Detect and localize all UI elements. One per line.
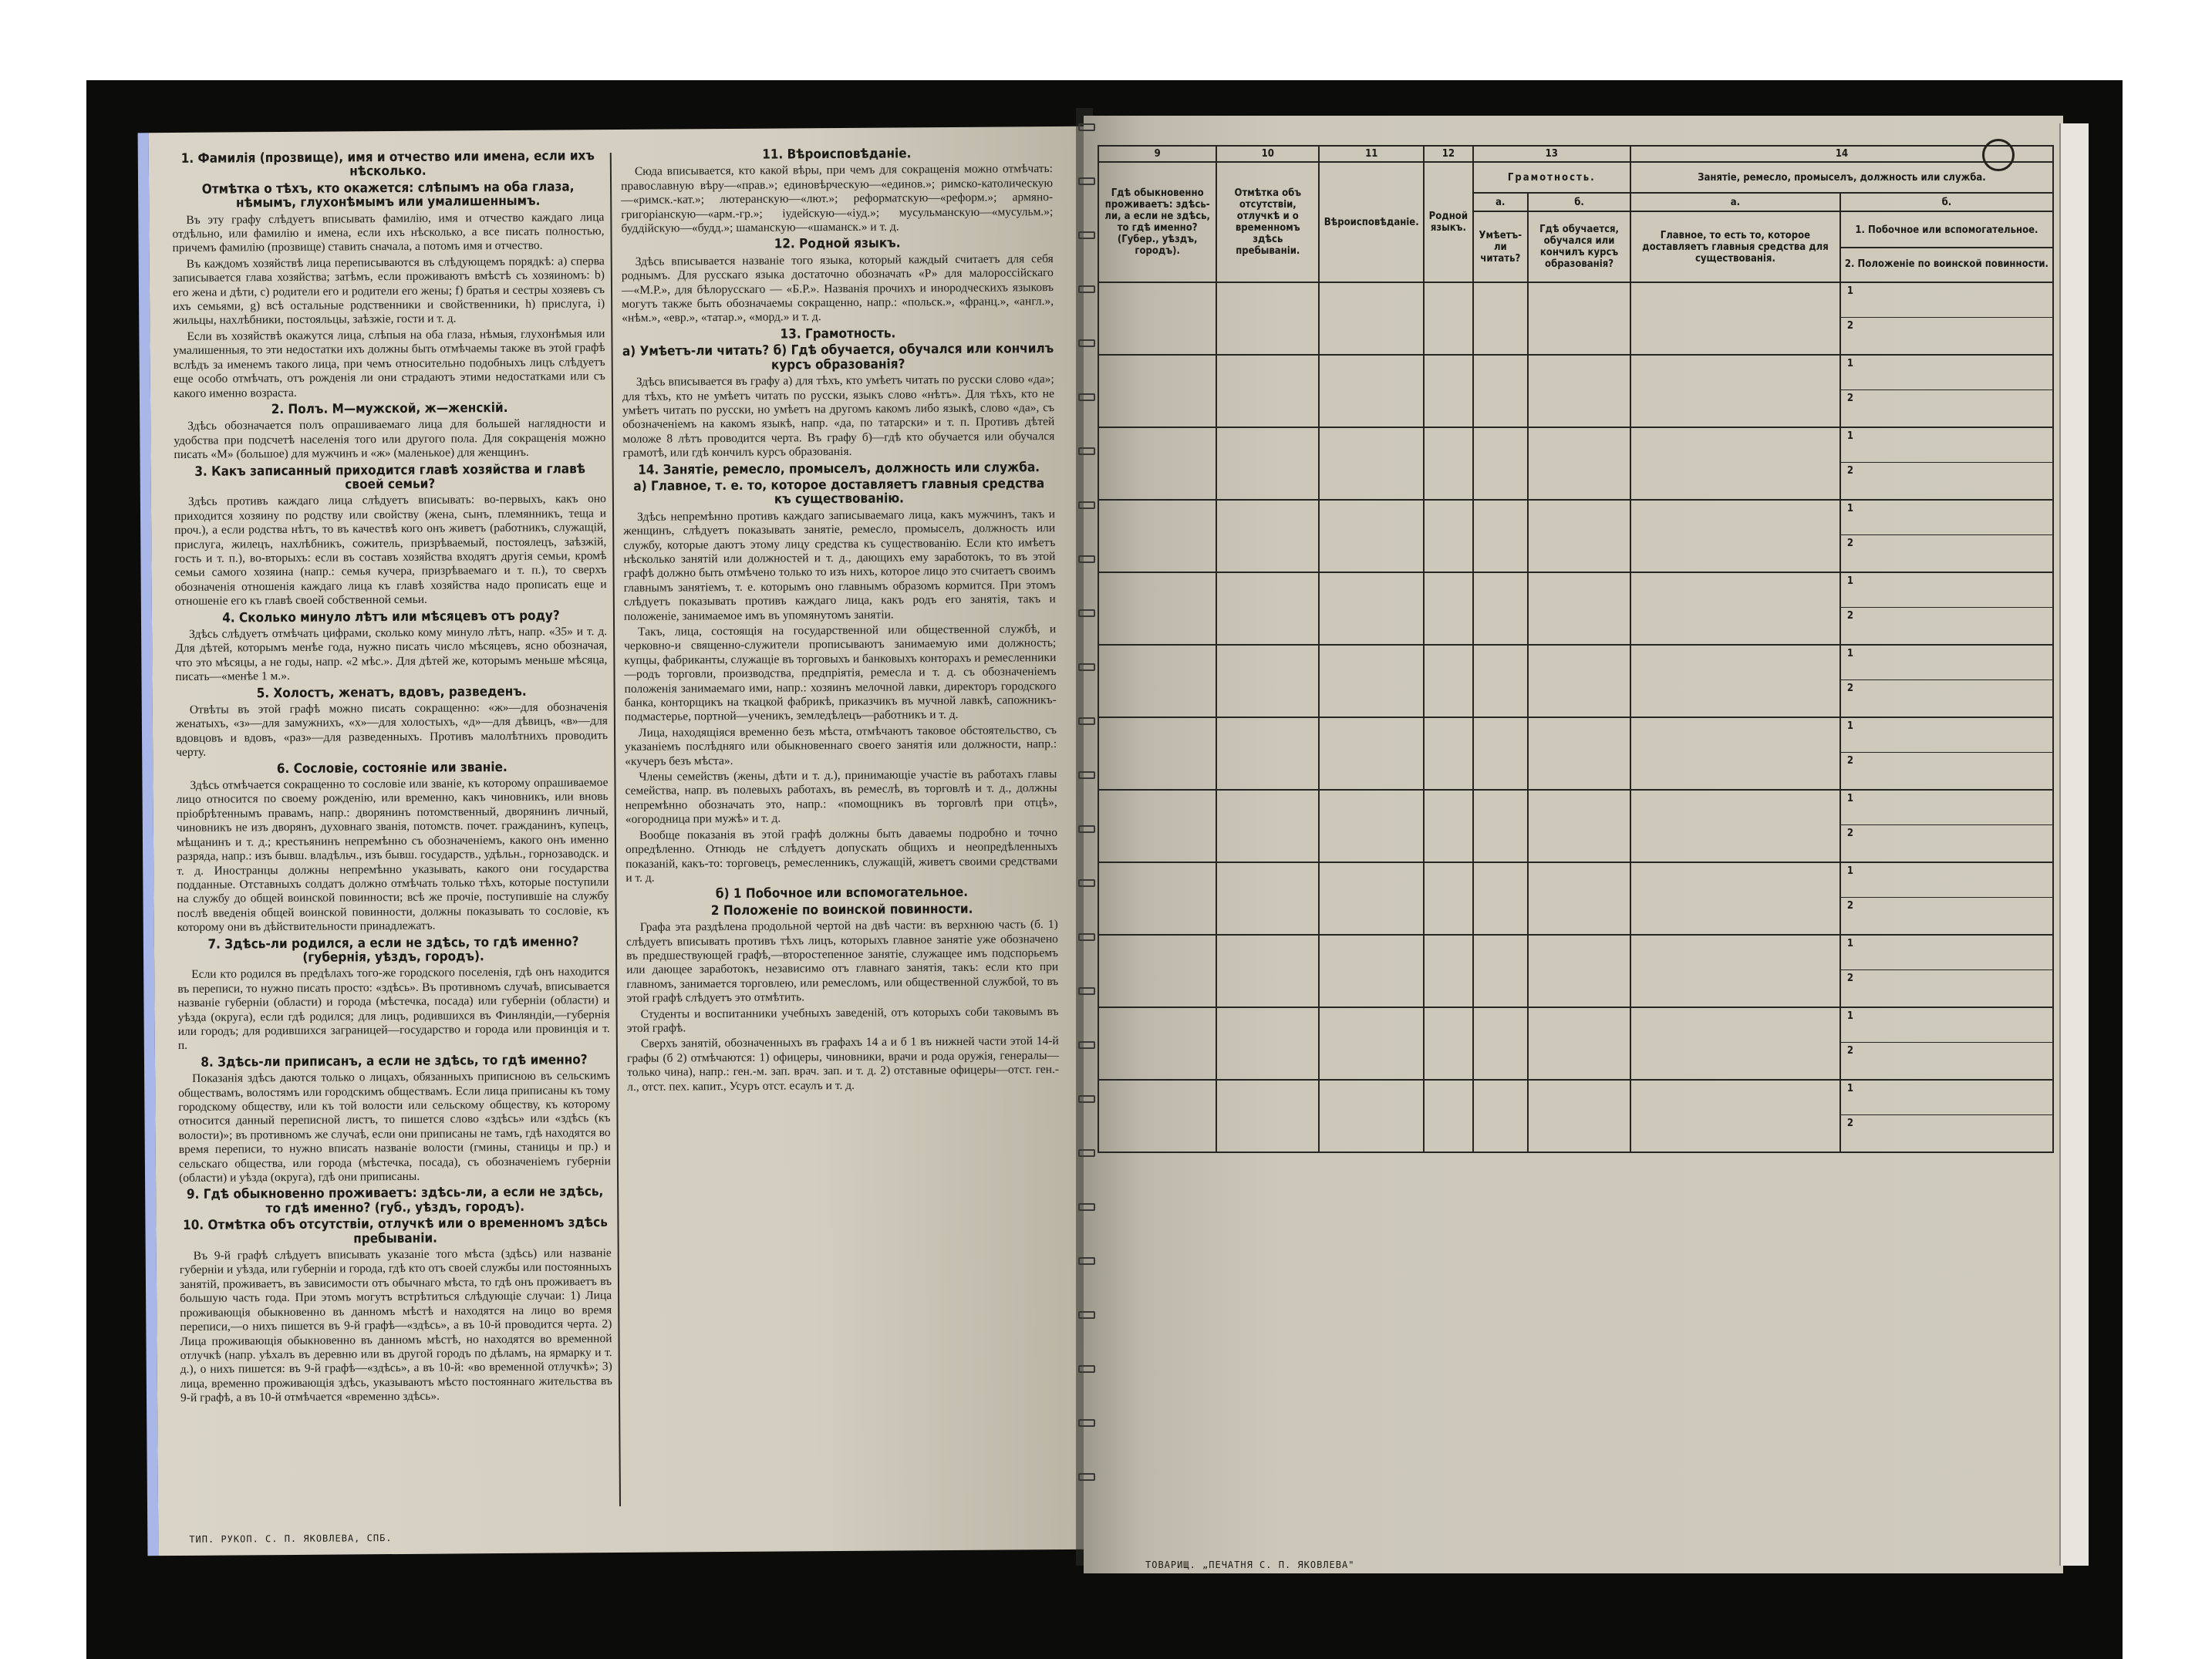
header-can-read: Умѣетъ-ли читать? (1473, 211, 1529, 282)
section-heading: 5. Холостъ, женатъ, вдовъ, разведенъ. (256, 683, 527, 701)
form-cell-split[interactable] (1840, 1007, 2053, 1080)
binding-ring (1078, 609, 1095, 617)
binding-ring (1078, 825, 1095, 833)
form-cell[interactable] (1528, 1080, 1630, 1152)
binding-ring (1078, 555, 1095, 563)
header-secondary (1840, 211, 2053, 282)
form-cell-split[interactable] (1840, 355, 2053, 427)
form-cell[interactable] (1473, 1080, 1529, 1152)
form-cell[interactable] (1473, 282, 1529, 355)
section-heading: 13. Грамотность. (780, 325, 896, 342)
header-absence: Отмѣтка объ отсутствіи, отлучкѣ и о временномъ здѣсь пребываніи. (1216, 162, 1319, 282)
binding-ring (1078, 1257, 1095, 1265)
form-cell-split[interactable] (1840, 282, 2053, 355)
form-cell[interactable] (1216, 572, 1319, 645)
paragraph: Члены семействъ (жены, дѣти и т. д.), принимающіе участіе въ работахъ главы семейства, напр. въ полевыхъ работахъ, въ ремеслѣ, въ торговлѣ и т. д., должны непремѣнно обозначать это, напр.: «помощникъ въ торговлѣ при отцѣ», «огородница при мужѣ» и т. д. (625, 767, 1057, 827)
section-heading: 9. Гдѣ обыкновенно проживаетъ: здѣсь-ли, а если не здѣсь, то гдѣ именно? (губ., уѣздъ, городъ). (186, 1184, 604, 1217)
form-cell[interactable] (1630, 935, 1840, 1007)
form-cell[interactable] (1630, 645, 1840, 717)
form-cell[interactable] (1630, 1080, 1840, 1152)
binding-ring (1078, 717, 1095, 725)
form-cell[interactable] (1098, 355, 1216, 427)
form-cell[interactable] (1424, 1007, 1472, 1080)
form-cell[interactable] (1630, 717, 1840, 790)
form-cell[interactable] (1098, 427, 1216, 500)
form-cell[interactable] (1098, 717, 1216, 790)
form-cell[interactable] (1216, 862, 1319, 935)
binding-ring (1078, 447, 1095, 455)
form-cell[interactable] (1630, 500, 1840, 572)
form-cell[interactable] (1473, 935, 1529, 1007)
col-number: 12 (1424, 146, 1472, 162)
slot-label: 2 (1846, 393, 1854, 404)
form-cell[interactable] (1473, 862, 1529, 935)
paragraph: Въ каждомъ хозяйствѣ лица переписываются въ слѣдующемъ порядкѣ: а) сперва записывается глава хозяйства; затѣмъ, если проживаютъ вмѣстѣ съ хозяиномъ: b) его жена и дѣти, c) родители его и родители его жены; f) братья и сестры хозяевъ съ ихъ семьями, g) всѣ остальные родственники и свойственники, h) прислуга, i) жильцы, нахлѣбники, постояльцы, заѣзжіе, гости и т. д. (172, 254, 605, 328)
census-form-table (1098, 145, 2054, 1153)
form-cell[interactable] (1630, 282, 1840, 355)
literacy-a-letter: а. (1473, 193, 1529, 211)
form-cell[interactable] (1319, 500, 1424, 572)
header-religion: Вѣроисповѣданіе. (1319, 162, 1424, 282)
slot-label: 1 (1841, 283, 2052, 318)
slot-label: 2 (1846, 900, 1854, 912)
slot-label: 2 (1846, 973, 1854, 984)
form-cell[interactable] (1319, 862, 1424, 935)
header-military: 2. Положеніе по воинской повинности. (1844, 258, 2048, 270)
left-page (138, 126, 1098, 1556)
section-heading: 8. Здѣсь-ли приписанъ, а если не здѣсь, то гдѣ именно? (201, 1052, 588, 1071)
form-cell[interactable] (1319, 427, 1424, 500)
form-cell[interactable] (1319, 282, 1424, 355)
form-cell[interactable] (1473, 1007, 1529, 1080)
col-number: 14 (1630, 146, 2053, 162)
paragraph: Здѣсь непремѣнно противъ каждаго записываемаго лица, какъ мужчинъ, такъ и женщинъ, слѣдуетъ показывать занятіе, ремесло, промыселъ, должность или службу, которые даютъ этому лицу средства къ существованію. Если кто имѣетъ нѣсколько занятій или должностей и т. д., дающихъ ему заработокъ, то въ этой графѣ должно быть отмѣчено только то изъ нихъ, которое лицо это считаетъ своимъ главнымъ занятіемъ, т. е. которымъ оно главнымъ образомъ кормится. При этомъ слѣдуетъ показывать противъ каждаго лица, какъ родъ его занятія, такъ и положеніе, занимаемое имъ въ упомянутомъ занятіи. (623, 507, 1056, 623)
form-cell[interactable] (1528, 572, 1630, 645)
section-heading: 12. Родной языкъ. (774, 235, 901, 253)
form-cell[interactable] (1098, 790, 1216, 862)
header-row-1 (1098, 162, 2053, 193)
slot-label: 1 (1841, 936, 2052, 970)
slot-label: 1 (1841, 791, 2052, 825)
binding-ring (1078, 177, 1095, 185)
form-cell[interactable] (1319, 355, 1424, 427)
col-number: 13 (1473, 146, 1630, 162)
section-heading: а) Умѣетъ-ли читать? б) Гдѣ обучается, обучался или кончилъ курсъ образованія? (622, 341, 1054, 373)
form-cell[interactable] (1216, 282, 1319, 355)
binding-ring (1078, 393, 1095, 401)
form-cell[interactable] (1424, 935, 1472, 1007)
slot-label: 1 (1841, 501, 2052, 535)
right-footer: ТОВАРИЩ. „ПЕЧАТНЯ С. П. ЯКОВЛЕВА" (1145, 1560, 1355, 1570)
header-occupation: Занятіе, ремесло, промыселъ, должность или служба. (1630, 162, 2053, 193)
form-cell[interactable] (1473, 717, 1529, 790)
form-cell[interactable] (1319, 935, 1424, 1007)
form-entry-row (1098, 427, 2053, 500)
form-cell[interactable] (1473, 790, 1529, 862)
census-form-grid (1098, 145, 2054, 1310)
form-cell[interactable] (1473, 355, 1529, 427)
form-entry-row (1098, 1080, 2053, 1152)
form-entry-row (1098, 790, 2053, 862)
slot-label: 2 (1846, 538, 1854, 549)
section-heading: 2 Положеніе по воинской повинности. (710, 901, 973, 919)
form-cell-split[interactable] (1840, 572, 2053, 645)
binding-ring (1078, 1473, 1095, 1481)
paragraph: Сверхъ занятій, обозначенныхъ въ графахъ 14 а и б 1 въ нижней части этой 14-й графы (б 2) отмѣчаются: 1) офицеры, чиновники, врачи и рода оружія, генералы—только чина), напр.: ген.-м. зап. врач. зап. и т. д. 2) отставные офицеры—отст. ген.-л., отст. пех. капит., Усуръ отст. есаулъ и т. д. (626, 1034, 1060, 1094)
form-entry-row (1098, 282, 2053, 355)
binding-ring (1078, 933, 1095, 941)
slot-label: 2 (1846, 828, 1854, 839)
form-body (1098, 282, 2053, 1152)
col-number: 9 (1098, 146, 1216, 162)
form-cell[interactable] (1630, 427, 1840, 500)
paragraph: Графа эта раздѣлена продольной чертой на двѣ части: въ верхнюю часть (б. 1) слѣдуетъ вписывать противъ тѣхъ лицъ, которыхъ главное занятіе уже обозначено въ предшествующей графѣ,—второстепенное занятіе, служащее имъ подспорьемъ или дающее заработокъ, независимо отъ главнаго занятія, такъ: если кто при главномъ, занимается торговлею, или ремесломъ, или общественной службой, то въ этой графѣ слѣдуетъ это отмѣтить. (625, 918, 1059, 1006)
paragraph: Сюда вписывается, кто какой вѣры, при чемъ для сокращенія можно отмѣчать: православную вѣру—«прав.»; единовѣрческую—«единов.»; римско-католическую—«римск.-кат.»; лютеранскую—«лют.»; реформатскую—«реформ.»; армяно-григоріанскую—«арм.-гр.»; іудейскую—«іуд.»; мусульманскую—«мусульм.»; буддійскую—«будд.»; шаманскую—«шаманск.» и т. д. (621, 162, 1054, 235)
form-cell[interactable] (1319, 717, 1424, 790)
section-heading: 4. Сколько минуло лѣтъ или мѣсяцевъ отъ роду? (222, 608, 560, 626)
form-cell[interactable] (1216, 935, 1319, 1007)
form-cell[interactable] (1528, 500, 1630, 572)
form-cell[interactable] (1630, 1007, 1840, 1080)
form-cell[interactable] (1473, 500, 1529, 572)
binding-ring (1078, 1203, 1095, 1211)
binding-ring (1078, 879, 1095, 887)
form-cell[interactable] (1424, 572, 1472, 645)
form-cell[interactable] (1473, 572, 1529, 645)
section-heading: 3. Какъ записанный приходится главѣ хозяйства и главѣ своей семьи? (194, 460, 586, 493)
form-cell[interactable] (1216, 427, 1319, 500)
section-heading: 14. Занятіе, ремесло, промыселъ, должность или служба. (638, 459, 1040, 478)
form-cell[interactable] (1473, 645, 1529, 717)
form-cell-split[interactable] (1840, 862, 2053, 935)
binding-ring (1078, 1311, 1095, 1319)
paragraph: Студенты и воспитанники учебныхъ заведеній, отъ которыхъ соби таковымъ въ этой графѣ. (626, 1004, 1059, 1035)
slot-label: 2 (1846, 755, 1854, 767)
section-heading: 7. Здѣсь-ли родился, а если не здѣсь, то гдѣ именно? (губернія, уѣздъ, городъ). (207, 933, 579, 966)
form-cell-split[interactable] (1840, 935, 2053, 1007)
slot-label: 2 (1846, 1118, 1854, 1129)
form-cell[interactable] (1424, 355, 1472, 427)
form-cell[interactable] (1319, 790, 1424, 862)
form-cell[interactable] (1216, 500, 1319, 572)
form-entry-row (1098, 645, 2053, 717)
paragraph: Показанія здѣсь даются только о лицахъ, обязанныхъ приписною въ сельскимъ обществамъ, волостямъ или городскимъ обществамъ. Если лица приписаны къ тому городскому обществу, или къ той волости или сельскому обществу, къ которому относится данный переписной листъ, то пишется слово «здѣсь» или «здѣсь (къ волости)»; въ противномъ же случаѣ, если они приписаны не тамъ, гдѣ находятся во время переписи, то нужно вписать названіе волости (гмины, станицы и пр.) и сельскаго общества, или города (мѣстечка, посада), съ обозначеніемъ губерніи (области) и уѣзда (округа), гдѣ они приписаны. (178, 1069, 611, 1185)
occupation-b-letter: б. (1840, 193, 2053, 211)
stamp-mark (1982, 139, 2015, 171)
binding-ring (1078, 231, 1095, 239)
binding-ring (1078, 1095, 1095, 1103)
form-entry-row (1098, 1007, 2053, 1080)
form-cell[interactable] (1630, 862, 1840, 935)
form-cell[interactable] (1319, 572, 1424, 645)
left-column-1 (172, 147, 613, 1525)
form-cell[interactable] (1424, 790, 1472, 862)
slot-label: 1 (1841, 356, 2052, 390)
paragraph: Здѣсь вписывается въ графу а) для тѣхъ, кто умѣетъ читать по русски слово «да»; для тѣхъ, кто не умѣетъ читать по русски, языкъ слово «нѣтъ». Для тѣхъ, кто не умѣетъ читать по русски, но умѣетъ на другомъ какомъ либо языкѣ, слово «да», съ обозначеніемъ на какомъ языкѣ, напр. «да, по татарски» и т. п. Противъ дѣтей моложе 8 лѣтъ проводится черта. Въ графу б)—гдѣ кто обучается или обучался грамотѣ, или гдѣ кончилъ курсъ образованія. (622, 373, 1055, 460)
form-entry-row (1098, 862, 2053, 935)
paragraph: Въ эту графу слѣдуетъ вписывать фамилію, имя и отчество каждаго лица отдѣльно, или фамилію и имена, если ихъ нѣсколько, а все писать полностью, причемъ фамилію (прозвище) ставить сначала, а потомъ имя и отчество. (172, 210, 605, 255)
slot-label: 1 (1841, 718, 2052, 753)
form-entry-row (1098, 717, 2053, 790)
paragraph: Лица, находящіяся временно безъ мѣста, отмѣчаютъ таковое обстоятельство, съ указаніемъ послѣдняго или обыкновеннаго своего занятія или должности, напр.: «кучеръ безъ мѣста». (625, 723, 1057, 768)
column-number-row (1098, 146, 2053, 162)
paragraph: Отвѣты въ этой графѣ можно писать сокращенно: «ж»—для обозначенія женатыхъ, «з»—для замужнихъ, «х»—для холостыхъ, «д»—для дѣвицъ, «в»—для вдовцовъ и вдовъ, «раз»—для разведенныхъ. Противъ малолѣтнихъ проводить черту. (175, 700, 609, 760)
section-heading: 6. Сословіе, состояніе или званіе. (276, 759, 507, 777)
form-cell-split[interactable] (1840, 427, 2053, 500)
form-entry-row (1098, 355, 2053, 427)
slot-label: 2 (1846, 465, 1854, 477)
slot-label: 1 (1841, 573, 2052, 608)
form-entry-row (1098, 935, 2053, 1007)
paragraph: Здѣсь слѣдуетъ отмѣчать цифрами, сколько кому минуло лѣтъ, напр. «35» и т. д. Для дѣтей, которымъ менѣе года, нужно писать число мѣсяцевъ, ясно обозначая, что это мѣсяцы, а не годы, напр. «2 мѣс.». Для дѣтей же, которымъ меньше мѣсяца, писать—«менѣе 1 м.». (175, 625, 608, 684)
header-language: Родной языкъ. (1424, 162, 1472, 282)
form-cell[interactable] (1528, 790, 1630, 862)
form-cell[interactable] (1528, 717, 1630, 790)
header-education: Гдѣ обучается, обучался или кончилъ курсъ образованія? (1528, 211, 1630, 282)
binding-ring (1078, 1041, 1095, 1049)
form-cell[interactable] (1319, 645, 1424, 717)
header-residence: Гдѣ обыкновенно проживаетъ: здѣсь-ли, а если не здѣсь, то гдѣ именно? (Губер., уѣздъ, городъ). (1098, 162, 1216, 282)
binding-ring (1078, 123, 1095, 131)
paragraph: Здѣсь отмѣчается сокращенно то сословіе или званіе, къ которому опрашиваемое лицо относится по своему рожденію, или временно, какъ чиновникъ, или вновь пріобрѣтеннымъ правамъ, напр.: дворянинъ потомственный, дворянинъ личный, чиновникъ не изъ дворянъ, духовнаго званія, потомств. почет. гражданинъ, купецъ, мѣщанинъ и т. д.; крестьянинъ непремѣнно съ обозначеніемъ, какого онъ именно разряда, напр.: изъ бывш. владѣльч., изъ бывш. государств., удѣльн., горнозаводск. и т. д. Иностранцы должны непремѣнно указывать, какого они государства подданные. Отставныхъ солдатъ должно отмѣчать только тѣхъ, которые поступили на службу до общей воинской повинности; всѣ же прочіе, поступившіе на службу послѣ введенія общей воинской повинности, должны показывать то сословіе, къ которому они въ дѣйствительности принадлежатъ. (176, 776, 609, 935)
binding-ring (1078, 1419, 1095, 1427)
occupation-a-letter: а. (1630, 193, 1840, 211)
form-cell[interactable] (1528, 427, 1630, 500)
binding-ring (1078, 987, 1095, 995)
form-cell[interactable] (1528, 282, 1630, 355)
header-literacy: Грамотность. (1473, 162, 1630, 193)
binding-ring (1078, 285, 1095, 293)
form-cell[interactable] (1098, 935, 1216, 1007)
form-cell[interactable] (1216, 717, 1319, 790)
paragraph: Такъ, лица, состоящія на государственной или общественной службѣ, и черковно-и священно-служители прописываютъ занимаемую ими должность; купцы, фабриканты, служащіе въ торговыхъ и банковыхъ конторахъ и ремесленники—родъ торговли, производства, предпріятія, ремесла и т. д. съ обозначеніемъ положенія занимаемаго ими, напр.: хозяинъ мелочной лавки, директоръ городского банка, конторщикъ на ткацкой фабрикѣ, приказчикъ въ мучной лавкѣ, сапожникъ-подмастерье, портной—ученикъ, земледѣлецъ—работникъ и т. д. (624, 622, 1057, 724)
form-cell-split[interactable] (1840, 500, 2053, 572)
form-cell[interactable] (1098, 572, 1216, 645)
form-cell[interactable] (1319, 1080, 1424, 1152)
section-heading: Отмѣтка о тѣхъ, кто окажется: слѣпымъ на оба глаза, нѣмымъ, глухонѣмымъ или умалишеннымъ. (201, 179, 575, 211)
form-cell[interactable] (1528, 355, 1630, 427)
form-cell[interactable] (1098, 1007, 1216, 1080)
slot-label: 1 (1841, 428, 2052, 463)
form-cell[interactable] (1216, 790, 1319, 862)
form-cell-split[interactable] (1840, 790, 2053, 862)
page-edge (2059, 123, 2089, 1566)
form-cell[interactable] (1216, 355, 1319, 427)
slot-label: 1 (1841, 1081, 2052, 1115)
form-cell[interactable] (1528, 1007, 1630, 1080)
binding-ring (1078, 339, 1095, 347)
binding-ring (1078, 771, 1095, 779)
paragraph: Здѣсь противъ каждаго лица слѣдуетъ вписывать: во-первыхъ, какъ оно приходится хозяину по родству или свойству (жена, сынъ, племянникъ, теща и проч.), а если родства нѣтъ, то въ качествѣ кого онъ живетъ (работникъ, служащій, прислуга, жилецъ, нахлѣбникъ, сожитель, призрѣваемый, постоялецъ, заѣзжій, гость и т. п.), во-вторыхъ: если въ составъ хозяйства входятъ другія семьи, кромѣ семьи самого хозяина (напр.: семья кучера, призрѣваемаго и т. п.), то сверхъ обозначенія отношенія каждаго лица къ главѣ хозяйства надо прописать еще и отношеніе его къ главѣ своей собственной семьи. (174, 492, 607, 609)
binding-ring (1078, 1149, 1095, 1157)
form-cell[interactable] (1098, 1080, 1216, 1152)
header-secondary-occupation: 1. Побочное или вспомогательное. (1841, 214, 2052, 248)
form-cell[interactable] (1528, 862, 1630, 935)
left-footer: ТИП. РУКОП. С. П. ЯКОВЛЕВА, СПБ. (189, 1533, 393, 1545)
literacy-b-letter: б. (1528, 193, 1630, 211)
form-cell[interactable] (1319, 1007, 1424, 1080)
col-number: 11 (1319, 146, 1424, 162)
form-cell[interactable] (1424, 717, 1472, 790)
form-cell-split[interactable] (1840, 1080, 2053, 1152)
slot-label: 2 (1846, 610, 1854, 622)
form-cell[interactable] (1216, 1007, 1319, 1080)
form-cell[interactable] (1424, 645, 1472, 717)
col-number: 10 (1216, 146, 1319, 162)
left-column-2 (621, 143, 1062, 1522)
binding-ring (1078, 1365, 1095, 1373)
form-cell-split[interactable] (1840, 717, 2053, 790)
slot-label: 2 (1846, 320, 1854, 332)
section-heading: 10. Отмѣтка объ отсутствіи, отлучкѣ или о временномъ здѣсь пребываніи. (183, 1215, 608, 1247)
slot-label: 1 (1841, 1008, 2052, 1043)
form-cell[interactable] (1424, 500, 1472, 572)
form-cell[interactable] (1098, 862, 1216, 935)
paragraph: Если кто родился въ предѣлахъ того-же городского поселенія, гдѣ онъ находится въ переписи, то нужно писать просто: «здѣсь». Въ противномъ случаѣ, вписывается названіе губерніи (области) и города (мѣстечка, посада) или губерніи (области) и уѣзда (округа), если гдѣ родился; для лицъ, родившихся въ Финляндіи,—губернія или городъ; для родившихся заграницей—государство и города или провинція и т. п. (177, 965, 610, 1053)
form-cell-split[interactable] (1840, 645, 2053, 717)
right-page (1084, 116, 2063, 1573)
paragraph: Здѣсь вписывается названіе того языка, который каждый считаетъ для себя роднымъ. Для русскаго языка достаточно обозначать «Р» для малороссійскаго—«М.Р.», для бѣлорусскаго — «Б.Р.». Названія прочихъ и инородческихъ языковъ могутъ также быть обозначаемы сокращенно, напр.: «польск.», «франц.», «англ.», «нѣм.», «евр.», «татар.», «морд.» и т. д. (621, 251, 1054, 325)
section-heading: 2. Полъ. М—мужской, ж—женскій. (271, 400, 508, 418)
binding-ring (1078, 501, 1095, 509)
form-cell[interactable] (1424, 427, 1472, 500)
form-cell[interactable] (1098, 282, 1216, 355)
form-cell[interactable] (1528, 935, 1630, 1007)
section-heading: б) 1 Побочное или вспомогательное. (715, 885, 969, 902)
slot-label: 1 (1841, 863, 2052, 898)
form-cell[interactable] (1098, 500, 1216, 572)
form-cell[interactable] (1630, 790, 1840, 862)
form-cell[interactable] (1098, 645, 1216, 717)
form-cell[interactable] (1473, 427, 1529, 500)
form-cell[interactable] (1216, 645, 1319, 717)
paragraph: Если въ хозяйствѣ окажутся лица, слѣпыя на оба глаза, нѣмыя, глухонѣмыя или умалишенныя, то эти недостатки ихъ должны быть отмѣчаемы также въ этой графѣ вслѣдъ за именемъ такого лица, при чемъ относительно подобныхъ лицъ слѣдуетъ еще особо отмѣчать, отъ рожденія ли они страдаютъ этими недостатками или съ какого именно возраста. (173, 326, 605, 400)
paragraph: Вообще показанія въ этой графѣ должны быть даваемы подробно и точно опредѣленно. Отнюдь не слѣдуетъ допускать общихъ и неопредѣленныхъ показаній, какъ-то: торговецъ, ремесленникъ, служащій, живетъ своими средствами и т. д. (625, 825, 1058, 885)
slot-label: 1 (1841, 646, 2052, 680)
section-heading: 1. Фамилія (прозвище), имя и отчество или имена, если ихъ нѣсколько. (180, 148, 595, 180)
slot-label: 2 (1846, 1045, 1854, 1057)
form-cell[interactable] (1630, 572, 1840, 645)
section-heading: а) Главное, т. е. то, которое доставляетъ главныя средства къ существованію. (633, 476, 1045, 507)
binding-ring (1078, 663, 1095, 671)
paragraph: Въ 9-й графѣ слѣдуетъ вписывать указаніе того мѣста (здѣсь) или названіе губерніи и уѣзда, или губерніи и города, гдѣ кто отъ своей службы или постоянныхъ занятій, проживаетъ, въ зависимости отъ обычнаго мѣста, то гдѣ онъ проживаетъ въ большую часть года. При этомъ могутъ встрѣтиться слѣдующіе случаи: 1) Лица проживающія обыкновенно въ данномъ мѣстѣ и находятся на лицо во время переписи,—о нихъ пишется въ 9-й графѣ—«здѣсь», а въ 10-й проводится черта. 2) Лица проживающія обыкновенно въ данномъ мѣстѣ, но находятся во временной отлучкѣ (напр. уѣхалъ въ деревню или въ другой городъ по дѣламъ, на ярмарку и т. д.), о нихъ пишется: въ 9-й графѣ—«здѣсь», а въ 10-й: «во временной отлучкѣ»; 3) лица, временно проживающія здѣсь, указываютъ мѣсто постояннаго жительства въ 9-й графѣ, а въ 10-й отмѣчается «временно здѣсь». (179, 1246, 612, 1405)
paragraph: Здѣсь обозначается полъ опрашиваемаго лица для большей наглядности и удобства при подсчетѣ населенія того или другого пола. Для сокращенія можно писать «М» (большое) для мужчинъ и «ж» (маленькое) для женщинъ. (174, 416, 606, 462)
section-heading: 11. Вѣроисповѣданіе. (762, 146, 912, 163)
header-main-occupation: Главное, то есть то, которое доставляетъ главныя средства для существованія. (1630, 211, 1840, 282)
form-entry-row (1098, 500, 2053, 572)
form-cell[interactable] (1630, 355, 1840, 427)
form-cell[interactable] (1216, 1080, 1319, 1152)
form-cell[interactable] (1424, 1080, 1472, 1152)
form-cell[interactable] (1424, 862, 1472, 935)
slot-label: 2 (1846, 683, 1854, 694)
form-cell[interactable] (1424, 282, 1472, 355)
form-cell[interactable] (1528, 645, 1630, 717)
form-entry-row (1098, 572, 2053, 645)
